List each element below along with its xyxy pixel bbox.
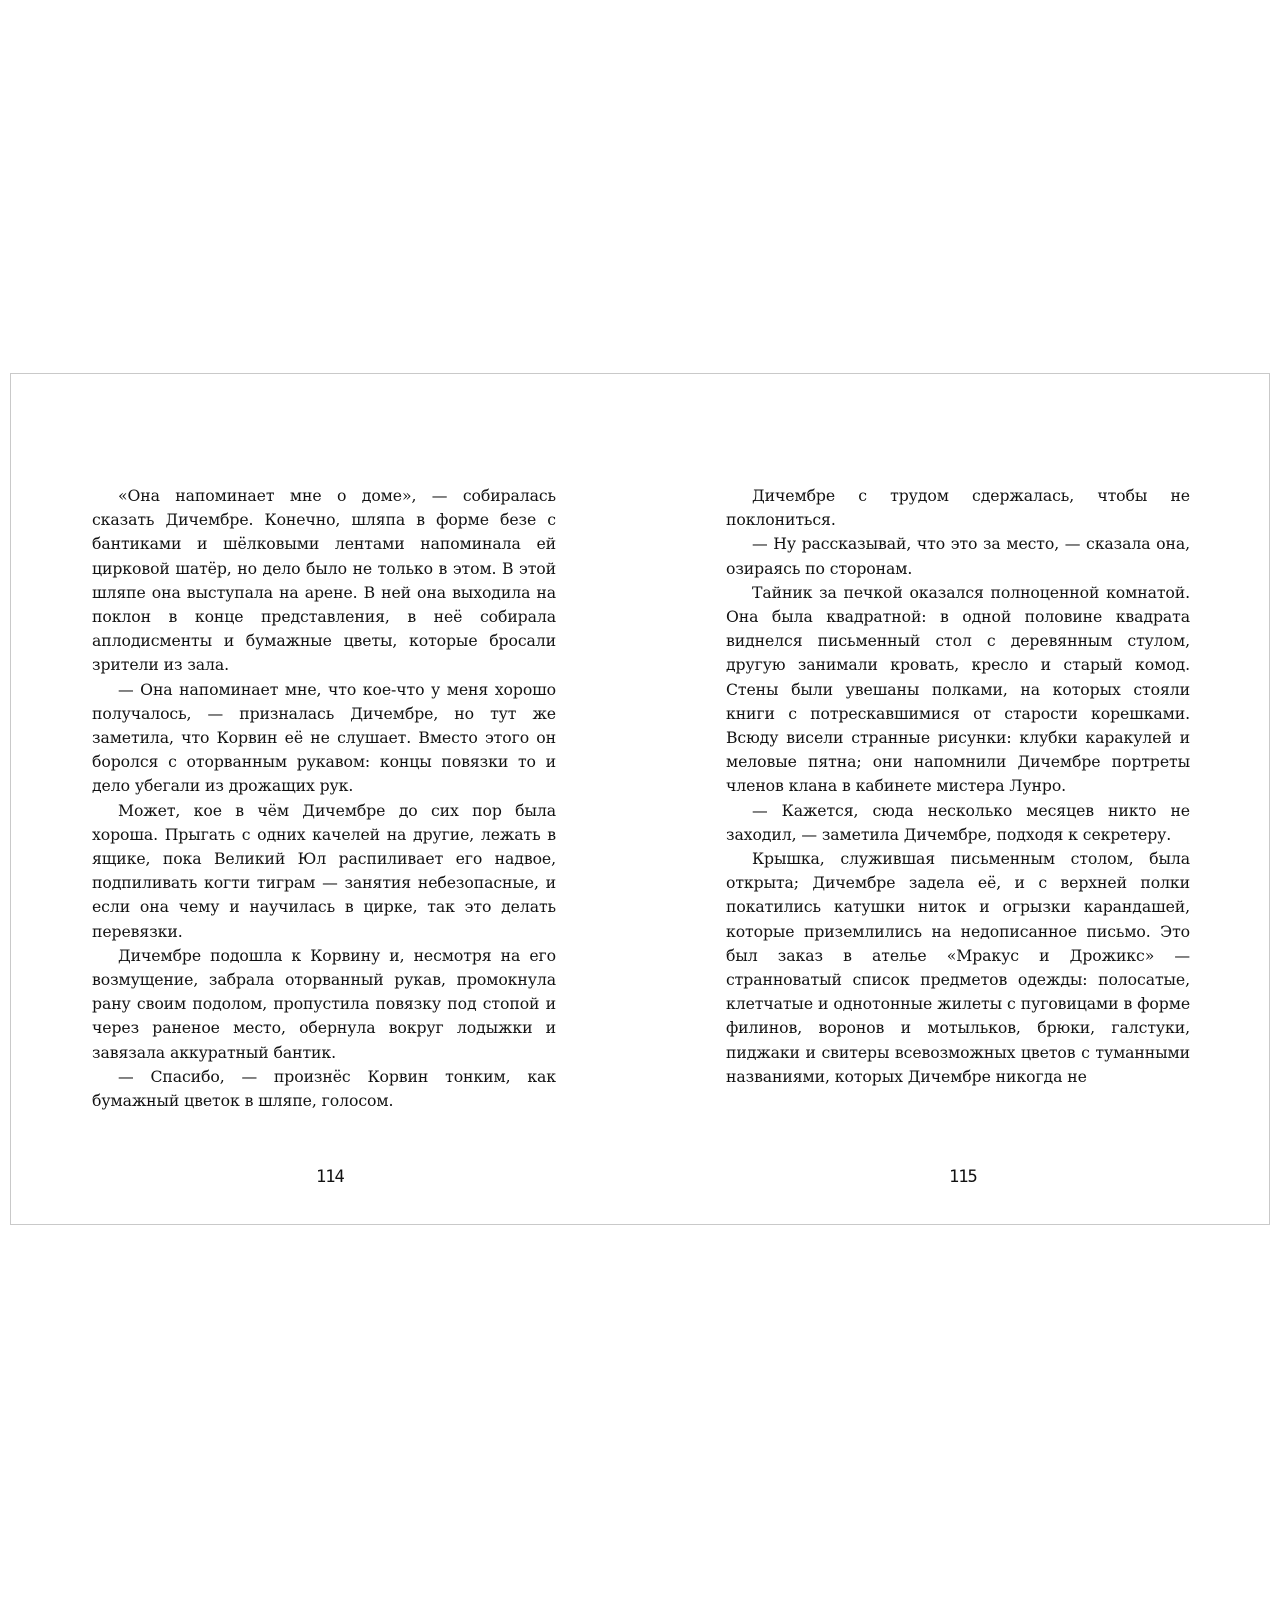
paragraph: — Она напоминает мне, что кое-что у меня хорошо получалось, — призналась Дичембре, но тут же заметила, что Корвин её не слушает. Вместо этого он боролся с оторванным рукавом: концы повязки то и дело убегали из дрожащих рук. (92, 679, 556, 796)
paragraph: «Она напоминает мне о доме», — собиралась сказать Дичембре. Конечно, шляпа в форме безе с бантиками и шёлковыми лентами напоминала ей цирковой шатёр, но дело было не только в этом. В этой шляпе она выступала на арене. В ней она выходила на поклон в конце представления, в неё собирала аплодисменты и бумажные цветы, которые бросали зрители из зала. (92, 486, 556, 675)
paragraph: Дичембре с трудом сдержалась, чтобы не поклониться. (726, 486, 1190, 530)
paragraph: Тайник за печкой оказался полноценной комнатой. Она была квадратной: в одной половине квадрата виднелся письменный стол с деревянным стулом, другую занимали кровать, кресло и старый комод. Стены были увешаны полками, на которых стояли книги с потрескавшимися от старости корешками. Всюду висели странные рисунки: клубки каракулей и меловые пятна; они напомнили Дичембре портреты членов клана в кабинете мистера Лунро. (726, 582, 1190, 796)
left-page-text (92, 484, 556, 1113)
paragraph: — Кажется, сюда несколько месяцев никто не заходил, — заметила Дичембре, подходя к секретеру. (726, 800, 1190, 844)
page-number-left: 114 (316, 1167, 344, 1187)
paragraph: Может, кое в чём Дичембре до сих пор была хороша. Прыгать с одних качелей на другие, лежать в ящике, пока Великий Юл распиливает его надвое, подпиливать когти тиграм — занятия небезопасные, и если она чему и научилась в цирке, так это делать перевязки. (92, 800, 556, 941)
right-page-text (726, 484, 1190, 1089)
book-spread (10, 373, 1270, 1225)
paragraph: Крышка, служившая письменным столом, была открыта; Дичембре задела её, и с верхней полки покатились катушки ниток и огрызки карандашей, которые приземлились на недописанное письмо. Это был заказ в ателье «Мракус и Дрожикс» — странноватый список предметов одежды: полосатые, клетчатые и однотонные жилеты с пуговицами в форме филинов, воронов и мотыльков, брюки, галстуки, пиджаки и свитеры всевозможных цветов с туманными названиями, которых Дичембре никогда не (726, 849, 1190, 1086)
paragraph: — Спасибо, — произнёс Корвин тонким, как бумажный цветок в шляпе, голосом. (92, 1066, 556, 1111)
paragraph: — Ну рассказывай, что это за место, — сказала она, озираясь по сторонам. (726, 534, 1190, 578)
page-number-right: 115 (949, 1167, 977, 1187)
paragraph: Дичембре подошла к Корвину и, несмотря на его возмущение, забрала оторванный рукав, промокнула рану своим подолом, пропустила повязку под стопой и через раненое место, обернула вокруг лодыжки и завязала аккуратный бантик. (92, 945, 556, 1062)
